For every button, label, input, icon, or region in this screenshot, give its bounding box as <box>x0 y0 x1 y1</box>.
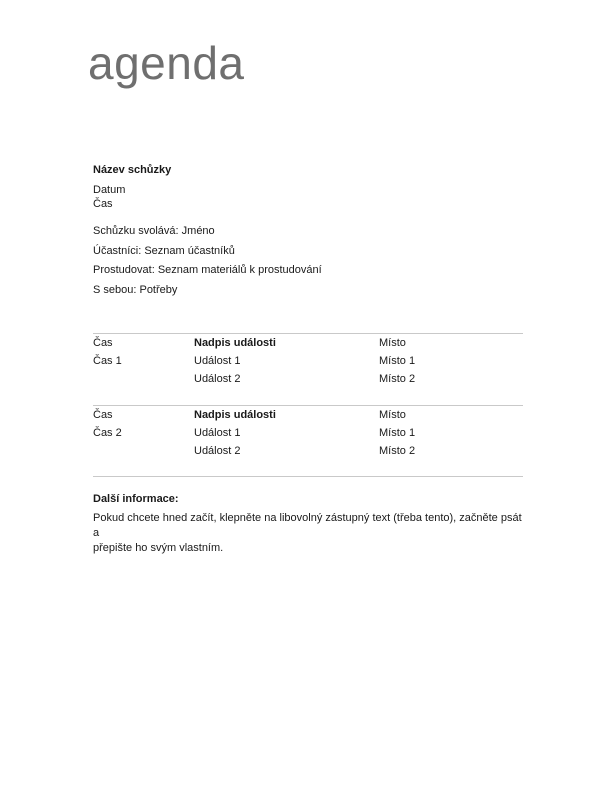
header-place[interactable]: Místo <box>379 337 406 349</box>
event-cell[interactable]: Událost 1 <box>194 427 241 439</box>
convener-line[interactable]: Schůzku svolává: Jméno <box>93 225 215 237</box>
reading-line[interactable]: Prostudovat: Seznam materiálů k prostudování <box>93 264 322 276</box>
document-title[interactable]: agenda <box>88 37 245 89</box>
attendees-line[interactable]: Účastníci: Seznam účastníků <box>93 244 235 257</box>
event-cell[interactable]: Událost 1 <box>194 355 241 367</box>
info-heading[interactable]: Další informace: <box>93 493 179 505</box>
meeting-name[interactable]: Název schůzky <box>93 164 172 176</box>
meeting-participants <box>93 224 322 302</box>
meeting-date[interactable]: Datum <box>93 184 126 196</box>
divider-top <box>93 333 523 334</box>
schedule-block-1 <box>93 336 523 390</box>
info-body-line-1[interactable]: Pokud chcete hned začít, klepněte na libovolný zástupný text (třeba tento), začněte psát a <box>93 512 522 539</box>
time-label[interactable]: Čas 1 <box>93 355 122 367</box>
header-event[interactable]: Nadpis události <box>194 409 276 421</box>
additional-info <box>93 492 523 556</box>
header-time[interactable]: Čas <box>93 409 113 421</box>
schedule-block-2 <box>93 408 523 462</box>
divider-bottom <box>93 476 523 477</box>
info-body-line-2[interactable]: přepište ho svým vlastním. <box>93 542 224 554</box>
place-cell[interactable]: Místo 1 <box>379 355 416 367</box>
divider-middle <box>93 405 523 406</box>
event-cell[interactable]: Událost 2 <box>194 445 241 457</box>
meeting-time[interactable]: Čas <box>93 198 113 210</box>
event-cell[interactable]: Událost 2 <box>194 373 241 385</box>
header-time[interactable]: Čas <box>93 337 113 349</box>
time-label[interactable]: Čas 2 <box>93 427 122 439</box>
bring-line[interactable]: S sebou: Potřeby <box>93 283 178 296</box>
schedule-row <box>93 426 523 444</box>
header-place[interactable]: Místo <box>379 409 406 421</box>
schedule-header-row <box>93 336 523 354</box>
meeting-details <box>93 163 171 211</box>
header-event[interactable]: Nadpis události <box>194 337 276 349</box>
place-cell[interactable]: Místo 1 <box>379 427 416 439</box>
schedule-row <box>93 444 523 462</box>
schedule-row <box>93 372 523 390</box>
place-cell[interactable]: Místo 2 <box>379 373 416 385</box>
place-cell[interactable]: Místo 2 <box>379 445 416 457</box>
schedule-row <box>93 354 523 372</box>
schedule-header-row <box>93 408 523 426</box>
